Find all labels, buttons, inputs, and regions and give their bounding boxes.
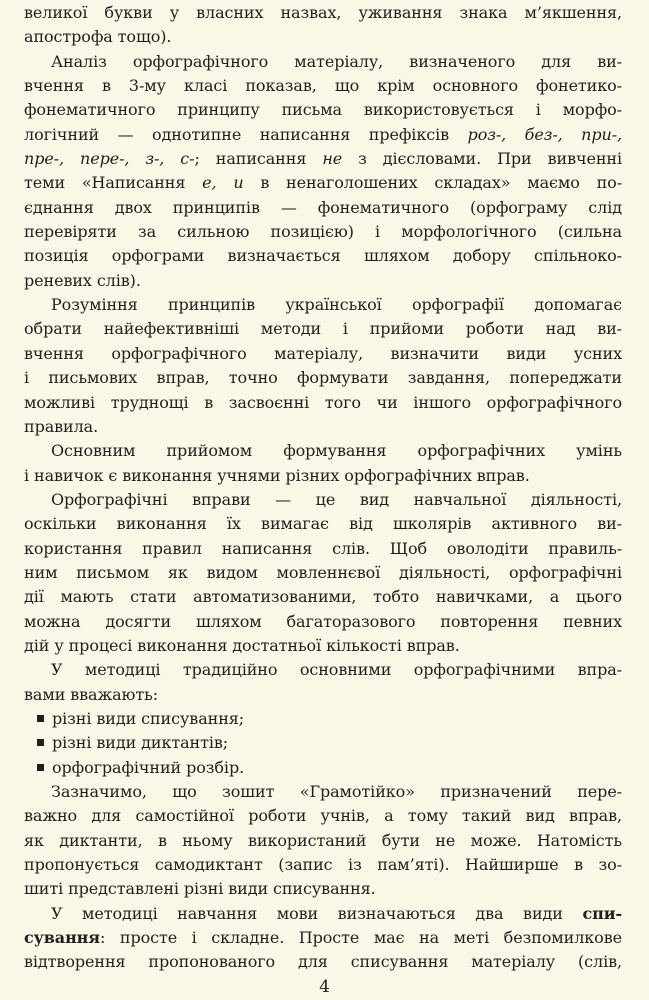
text-run: : просте і складне. Просте має на меті безпомилкове	[100, 928, 622, 948]
paragraph	[24, 488, 622, 658]
text-line: реневих слів).	[24, 270, 141, 290]
text-line: шиті представлені різні види списування.	[24, 879, 376, 899]
text-line: фонематичного принципу письма використовується і морфо-	[24, 100, 622, 120]
italic-prefixes: роз-, без-, при-,	[467, 124, 622, 144]
text-line: обрати найефективніші методи і прийоми роботи над ви-	[24, 319, 622, 339]
text-run: теми «Написання	[24, 173, 203, 193]
text-line: перевіряти за сильною позицією) і морфологічного (сильна	[24, 222, 622, 242]
bullet-list	[24, 707, 622, 780]
list-item	[24, 707, 622, 731]
text-line: вчення в 3-му класі показав, що крім основного фонетико-	[24, 76, 622, 96]
paragraph	[24, 439, 622, 488]
text-line: Зазначимо, що зошит «Грамотійко» призначений пере-	[51, 782, 622, 801]
text-line: великої букви у власних назвах, уживання знака м’якшення,	[24, 3, 622, 22]
text-line: дії мають стати автоматизованими, тобто навичками, а цього	[24, 587, 622, 607]
paragraph	[24, 1, 622, 50]
text-line: позиція орфограми визначається шляхом добору спільноко-	[24, 246, 622, 266]
text-line	[24, 123, 622, 147]
bold-term: сування	[24, 928, 101, 948]
text-line: Орфографічні вправи — це вид навчальної діяльності,	[51, 489, 622, 509]
list-item-text: різні види диктантів;	[52, 733, 229, 753]
text-line: користання правил написання слів. Щоб оволодіти правиль-	[24, 538, 622, 558]
paragraph	[24, 780, 622, 902]
italic-word: не	[322, 149, 343, 169]
text-line: оскільки виконання їх вимагає від школярів активного ви-	[24, 514, 622, 534]
text-line: правила.	[24, 416, 99, 436]
text-line	[24, 926, 622, 950]
text-line	[24, 902, 622, 926]
paragraph	[24, 293, 622, 439]
text-run: У методиці навчання мови визначаються два види	[51, 903, 583, 923]
bold-term: спи-	[582, 903, 622, 923]
page-number: 4	[319, 977, 330, 997]
page-body	[24, 1, 622, 975]
square-bullet-icon	[37, 715, 44, 722]
text-line: дій у процесі виконання достатньої кількості вправ.	[24, 635, 460, 655]
text-line: єднання двох принципів — фонематичного (орфограму слід	[24, 197, 622, 217]
list-item	[24, 756, 622, 780]
square-bullet-icon	[37, 764, 44, 771]
text-line: і письмових вправ, точно формувати завдання, попереджати	[24, 368, 622, 388]
text-line: ним письмом як видом мовленнєвої діяльності, орфографічні	[24, 562, 622, 582]
text-line: вчення орфографічного матеріалу, визначити види усних	[24, 343, 622, 363]
text-run: логічний — однотипне написання префіксів	[24, 124, 468, 144]
text-line	[24, 171, 622, 195]
paragraph	[24, 658, 622, 707]
text-line: апострофа тощо).	[24, 27, 172, 47]
text-line: як диктанти, в ньому використаний бути не може. Натомість	[24, 830, 622, 850]
paragraph	[24, 902, 622, 975]
text-run: в ненаголошених складах» маємо по-	[243, 173, 622, 193]
list-item	[24, 731, 622, 755]
italic-prefixes: пре-, пере-, з-, с-	[24, 149, 195, 169]
text-line: і навичок є виконання учнями різних орфографічних вправ.	[24, 465, 530, 485]
text-line: Аналіз орфографічного матеріалу, визначеного для ви-	[51, 51, 622, 71]
text-line	[24, 147, 622, 171]
text-run: з дієсловами. При вивченні	[342, 149, 622, 169]
paragraph	[24, 50, 622, 293]
text-line: можна досягти шляхом багаторазового повторення певних	[24, 611, 622, 631]
text-line: вами вважають:	[24, 684, 159, 704]
square-bullet-icon	[37, 739, 44, 746]
text-line: можливі труднощі в засвоєнні того чи іншого орфографічного	[24, 392, 622, 412]
italic-letters: е, и	[202, 173, 244, 193]
text-line: відтворення пропонованого для списування матеріалу (слів,	[24, 952, 622, 972]
text-line: пропонується самодиктант (запис із пам’яті). Найширше в зо-	[24, 855, 622, 875]
list-item-text: орфографічний розбір.	[52, 757, 245, 777]
text-run: ; написання	[194, 149, 323, 169]
list-item-text: різні види списування;	[52, 708, 245, 728]
text-line: Основним прийомом формування орфографічних умінь	[51, 441, 622, 461]
text-line: Розуміння принципів української орфографії допомагає	[51, 295, 622, 315]
text-line: важно для самостійної роботи учнів, а тому такий вид вправ,	[24, 806, 622, 826]
text-line: У методиці традиційно основними орфографічними впра-	[51, 660, 622, 680]
